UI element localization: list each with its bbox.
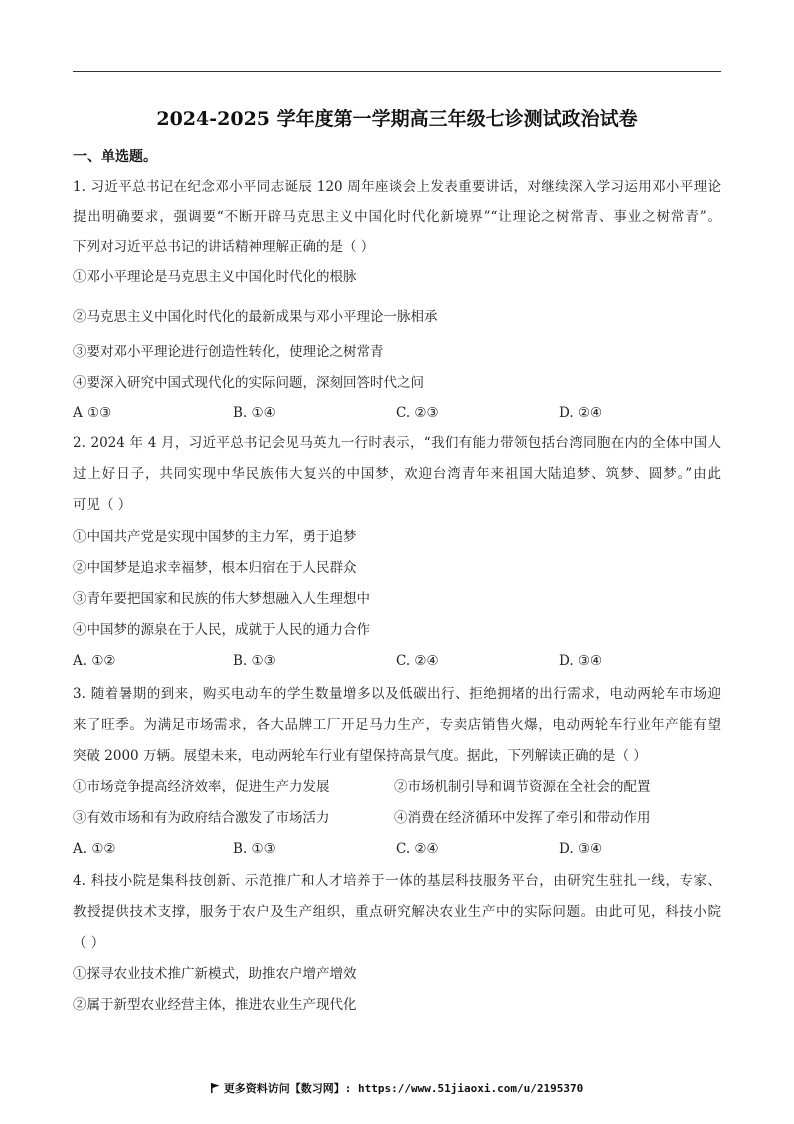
question-2-option-a: A. ①②: [73, 653, 116, 669]
question-3-line-1: 3. 随着暑期的到来，购买电动车的学生数量增多以及低碳出行、拒绝拥堵的出行需求，电动两轮车市场迎: [73, 686, 721, 702]
question-1-option-b: B. ①④: [233, 405, 276, 421]
footer: [0, 1080, 794, 1096]
question-1-item-3: ③要对邓小平理论进行创造性转化，使理论之树常青: [73, 344, 384, 360]
question-3-option-b: B. ①③: [233, 841, 276, 857]
question-1-option-a: A ①③: [73, 405, 112, 421]
question-3-option-a: A. ①②: [73, 841, 116, 857]
question-2-item-4: ④中国梦的源泉在于人民，成就于人民的通力合作: [73, 622, 370, 638]
question-3-line-3: 突破 2000 万辆。展望未来，电动两轮车行业有望保持高景气度。据此，下列解读正确的是（ ）: [73, 748, 647, 764]
question-2-line-3: 可见（ ）: [73, 497, 132, 513]
question-2-line-2: 过上好日子，共同实现中华民族伟大复兴的中国梦，欢迎台湾青年来祖国大陆追梦、筑梦、圆梦。”由此: [73, 466, 721, 482]
header-rule: [73, 71, 721, 72]
question-2-line-1: 2. 2024 年 4 月，习近平总书记会见马英九一行时表示，“我们有能力带领包括台湾同胞在内的全体中国人: [73, 435, 721, 451]
question-2-item-2: ②中国梦是追求幸福梦，根本归宿在于人民群众: [73, 560, 357, 576]
page-title: 2024-2025 学年度第一学期高三年级七诊测试政治试卷: [156, 108, 638, 130]
question-2-option-c: C. ②④: [396, 653, 439, 669]
question-1-item-1: ①邓小平理论是马克思主义中国化时代化的根脉: [73, 269, 357, 285]
question-3-item-4: ④消费在经济循环中发挥了牵引和带动作用: [394, 810, 651, 826]
question-1-option-d: D. ②④: [559, 405, 603, 421]
question-4-line-1: 4. 科技小院是集科技创新、示范推广和人才培养于一体的基层科技服务平台，由研究生驻扎一线，专家、: [73, 873, 721, 889]
question-3-item-3: ③有效市场和有为政府结合激发了市场活力: [73, 810, 330, 826]
question-3-item-2: ②市场机制引导和调节资源在全社会的配置: [394, 779, 651, 795]
question-4-line-2: 教授提供技术支撑，服务于农户及生产组织，重点研究解决农业生产中的实际问题。由此可见，科技小院: [73, 904, 721, 920]
question-4-item-2: ②属于新型农业经营主体，推进农业生产现代化: [73, 997, 357, 1013]
question-1-option-c: C. ②③: [396, 405, 439, 421]
question-4-item-1: ①探寻农业技术推广新模式，助推农户增产增效: [73, 966, 357, 982]
question-1-item-4: ④要深入研究中国式现代化的实际问题，深刻回答时代之问: [73, 375, 424, 391]
section-heading: 一、单选题。: [73, 149, 157, 165]
flag-icon: [211, 1083, 220, 1093]
question-1-line-3: 下列对习近平总书记的讲话精神理解正确的是（ ）: [73, 239, 375, 255]
footer-link[interactable]: 更多资料访问【数习网】: https://www.51jiaoxi.com/u/2195370: [223, 1082, 584, 1095]
question-1-line-1: 1. 习近平总书记在纪念邓小平同志诞辰 120 周年座谈会上发表重要讲话，对继续深入学习运用邓小平理论: [73, 179, 721, 195]
question-2-option-d: D. ③④: [559, 653, 603, 669]
question-3-line-2: 来了旺季。为满足市场需求，各大品牌工厂开足马力生产，专卖店销售火爆，电动两轮车行业年产能有望: [73, 717, 721, 733]
question-1-line-2: 提出明确要求，强调要“不断开辟马克思主义中国化时代化新境界”“让理论之树常青、事业之树常青”。: [73, 209, 721, 225]
question-3-item-1: ①市场竞争提高经济效率，促进生产力发展: [73, 779, 330, 795]
question-2-item-1: ①中国共产党是实现中国梦的主力军，勇于追梦: [73, 529, 357, 545]
question-2-item-3: ③青年要把国家和民族的伟大梦想融入人生理想中: [73, 591, 370, 607]
question-1-item-2: ②马克思主义中国化时代化的最新成果与邓小平理论一脉相承: [73, 309, 438, 325]
question-2-option-b: B. ①③: [233, 653, 276, 669]
question-4-line-3: （ ）: [73, 935, 105, 951]
question-3-option-c: C. ②④: [396, 841, 439, 857]
question-3-option-d: D. ③④: [559, 841, 603, 857]
